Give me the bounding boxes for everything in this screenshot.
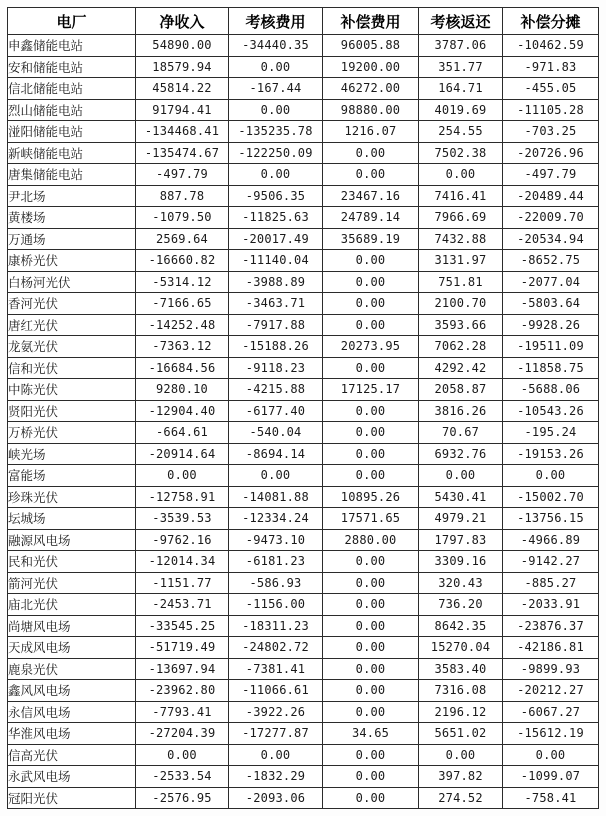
value-cell: 0.00 (229, 744, 323, 766)
value-cell: -497.79 (503, 164, 599, 186)
value-cell: 98880.00 (323, 99, 419, 121)
value-cell: 2880.00 (323, 529, 419, 551)
plant-name-cell: 湴阳储能电站 (8, 121, 136, 143)
value-cell: 751.81 (419, 271, 503, 293)
plant-name-cell: 唐红光伏 (8, 314, 136, 336)
value-cell: 1797.83 (419, 529, 503, 551)
value-cell: 0.00 (323, 293, 419, 315)
plant-name-cell: 信和光伏 (8, 357, 136, 379)
value-cell: 0.00 (323, 250, 419, 272)
table-row (8, 723, 599, 745)
value-cell: -1099.07 (503, 766, 599, 788)
value-cell: -122250.09 (229, 142, 323, 164)
table-row (8, 207, 599, 229)
value-cell: -20489.44 (503, 185, 599, 207)
plant-name-cell: 信北储能电站 (8, 78, 136, 100)
value-cell: -5688.06 (503, 379, 599, 401)
value-cell: 7966.69 (419, 207, 503, 229)
value-cell: -9899.93 (503, 658, 599, 680)
value-cell: -7793.41 (136, 701, 229, 723)
column-header-compensation-share: 补偿分摊 (503, 8, 599, 35)
table-row (8, 508, 599, 530)
value-cell: 0.00 (323, 164, 419, 186)
table-row (8, 99, 599, 121)
value-cell: 0.00 (323, 658, 419, 680)
value-cell: -455.05 (503, 78, 599, 100)
value-cell: 0.00 (323, 615, 419, 637)
value-cell: -3988.89 (229, 271, 323, 293)
value-cell: 351.77 (419, 56, 503, 78)
value-cell: 2058.87 (419, 379, 503, 401)
value-cell: -497.79 (136, 164, 229, 186)
value-cell: -23876.37 (503, 615, 599, 637)
value-cell: 1216.07 (323, 121, 419, 143)
value-cell: 3593.66 (419, 314, 503, 336)
value-cell: 4979.21 (419, 508, 503, 530)
value-cell: -9473.10 (229, 529, 323, 551)
value-cell: -7166.65 (136, 293, 229, 315)
value-cell: -19153.26 (503, 443, 599, 465)
value-cell: -27204.39 (136, 723, 229, 745)
value-cell: 0.00 (323, 572, 419, 594)
value-cell: -11858.75 (503, 357, 599, 379)
table-row (8, 594, 599, 616)
table-row (8, 293, 599, 315)
value-cell: 15270.04 (419, 637, 503, 659)
plant-name-cell: 新峡储能电站 (8, 142, 136, 164)
table-row (8, 185, 599, 207)
table-row (8, 400, 599, 422)
value-cell: -20212.27 (503, 680, 599, 702)
value-cell: 0.00 (419, 465, 503, 487)
value-cell: 0.00 (229, 56, 323, 78)
value-cell: -9762.16 (136, 529, 229, 551)
value-cell: 2100.70 (419, 293, 503, 315)
value-cell: 0.00 (323, 787, 419, 809)
value-cell: -18311.23 (229, 615, 323, 637)
value-cell: 10895.26 (323, 486, 419, 508)
value-cell: -16684.56 (136, 357, 229, 379)
value-cell: -14252.48 (136, 314, 229, 336)
value-cell: 3131.97 (419, 250, 503, 272)
table-row (8, 142, 599, 164)
value-cell: 8642.35 (419, 615, 503, 637)
value-cell: -8694.14 (229, 443, 323, 465)
table-row (8, 379, 599, 401)
value-cell: -3463.71 (229, 293, 323, 315)
value-cell: 0.00 (323, 422, 419, 444)
value-cell: 0.00 (323, 701, 419, 723)
value-cell: 164.71 (419, 78, 503, 100)
value-cell: -12758.91 (136, 486, 229, 508)
value-cell: -11105.28 (503, 99, 599, 121)
value-cell: -7363.12 (136, 336, 229, 358)
value-cell: -12334.24 (229, 508, 323, 530)
value-cell: -1832.29 (229, 766, 323, 788)
value-cell: 17125.17 (323, 379, 419, 401)
value-cell: 2196.12 (419, 701, 503, 723)
plant-name-cell: 珍珠光伏 (8, 486, 136, 508)
plant-name-cell: 融源风电场 (8, 529, 136, 551)
table-row (8, 422, 599, 444)
plant-name-cell: 永武风电场 (8, 766, 136, 788)
value-cell: -11066.61 (229, 680, 323, 702)
value-cell: -703.25 (503, 121, 599, 143)
value-cell: -2077.04 (503, 271, 599, 293)
plant-name-cell: 龙氨光伏 (8, 336, 136, 358)
plant-name-cell: 香河光伏 (8, 293, 136, 315)
plant-name-cell: 天成风电场 (8, 637, 136, 659)
value-cell: -17277.87 (229, 723, 323, 745)
value-cell: -7381.41 (229, 658, 323, 680)
value-cell: 0.00 (323, 142, 419, 164)
plant-name-cell: 坛城场 (8, 508, 136, 530)
header-row (8, 8, 599, 35)
value-cell: 0.00 (323, 443, 419, 465)
plant-name-cell: 万桥光伏 (8, 422, 136, 444)
value-cell: 0.00 (503, 744, 599, 766)
value-cell: 7316.08 (419, 680, 503, 702)
value-cell: -134468.41 (136, 121, 229, 143)
value-cell: -1079.50 (136, 207, 229, 229)
plant-name-cell: 鹿泉光伏 (8, 658, 136, 680)
value-cell: -135474.67 (136, 142, 229, 164)
value-cell: 17571.65 (323, 508, 419, 530)
value-cell: 887.78 (136, 185, 229, 207)
value-cell: 3787.06 (419, 35, 503, 57)
column-header-plant: 电厂 (8, 8, 136, 35)
value-cell: 35689.19 (323, 228, 419, 250)
value-cell: 54890.00 (136, 35, 229, 57)
plant-name-cell: 万通场 (8, 228, 136, 250)
value-cell: 0.00 (419, 744, 503, 766)
value-cell: 254.55 (419, 121, 503, 143)
plant-name-cell: 华淮风电场 (8, 723, 136, 745)
value-cell: 23467.16 (323, 185, 419, 207)
value-cell: -5314.12 (136, 271, 229, 293)
value-cell: -664.61 (136, 422, 229, 444)
value-cell: 0.00 (323, 271, 419, 293)
value-cell: 0.00 (136, 465, 229, 487)
value-cell: 2569.64 (136, 228, 229, 250)
value-cell: -22009.70 (503, 207, 599, 229)
table-row (8, 314, 599, 336)
value-cell: 0.00 (419, 164, 503, 186)
table-row (8, 336, 599, 358)
value-cell: -2033.91 (503, 594, 599, 616)
table-row (8, 250, 599, 272)
value-cell: -3539.53 (136, 508, 229, 530)
value-cell: -42186.81 (503, 637, 599, 659)
plant-name-cell: 冠阳光伏 (8, 787, 136, 809)
value-cell: 18579.94 (136, 56, 229, 78)
plant-name-cell: 申鑫储能电站 (8, 35, 136, 57)
value-cell: 397.82 (419, 766, 503, 788)
plant-name-cell: 峡光场 (8, 443, 136, 465)
plant-name-cell: 永信风电场 (8, 701, 136, 723)
table-row (8, 787, 599, 809)
table-row (8, 615, 599, 637)
plant-name-cell: 黄楼场 (8, 207, 136, 229)
value-cell: -12014.34 (136, 551, 229, 573)
value-cell: 274.52 (419, 787, 503, 809)
value-cell: -8652.75 (503, 250, 599, 272)
column-header-assessment-refund: 考核返还 (419, 8, 503, 35)
value-cell: -7917.88 (229, 314, 323, 336)
value-cell: -971.83 (503, 56, 599, 78)
table-row (8, 658, 599, 680)
value-cell: 0.00 (323, 551, 419, 573)
value-cell: -33545.25 (136, 615, 229, 637)
value-cell: -885.27 (503, 572, 599, 594)
value-cell: -195.24 (503, 422, 599, 444)
value-cell: 0.00 (323, 680, 419, 702)
value-cell: 0.00 (323, 400, 419, 422)
table-row (8, 271, 599, 293)
plant-name-cell: 安和储能电站 (8, 56, 136, 78)
plant-name-cell: 箭河光伏 (8, 572, 136, 594)
plant-name-cell: 唐集储能电站 (8, 164, 136, 186)
value-cell: -23962.80 (136, 680, 229, 702)
table-row (8, 529, 599, 551)
value-cell: -9506.35 (229, 185, 323, 207)
value-cell: -586.93 (229, 572, 323, 594)
value-cell: -4966.89 (503, 529, 599, 551)
table-row (8, 701, 599, 723)
value-cell: -135235.78 (229, 121, 323, 143)
table-row (8, 744, 599, 766)
value-cell: -12904.40 (136, 400, 229, 422)
column-header-compensation-fee: 补偿费用 (323, 8, 419, 35)
value-cell: 0.00 (323, 357, 419, 379)
plant-name-cell: 中陈光伏 (8, 379, 136, 401)
plant-name-cell: 民和光伏 (8, 551, 136, 573)
plant-name-cell: 尚塘风电场 (8, 615, 136, 637)
value-cell: 91794.41 (136, 99, 229, 121)
table-row (8, 680, 599, 702)
value-cell: -758.41 (503, 787, 599, 809)
value-cell: 70.67 (419, 422, 503, 444)
value-cell: -10543.26 (503, 400, 599, 422)
table-row (8, 164, 599, 186)
value-cell: 0.00 (229, 164, 323, 186)
value-cell: -13697.94 (136, 658, 229, 680)
plant-name-cell: 庙北光伏 (8, 594, 136, 616)
value-cell: 5430.41 (419, 486, 503, 508)
value-cell: 0.00 (229, 99, 323, 121)
value-cell: -1151.77 (136, 572, 229, 594)
value-cell: -15612.19 (503, 723, 599, 745)
value-cell: -13756.15 (503, 508, 599, 530)
plant-name-cell: 富能场 (8, 465, 136, 487)
table-row (8, 766, 599, 788)
value-cell: -15002.70 (503, 486, 599, 508)
table-row (8, 551, 599, 573)
value-cell: -6181.23 (229, 551, 323, 573)
plant-name-cell: 康桥光伏 (8, 250, 136, 272)
value-cell: 0.00 (136, 744, 229, 766)
table-row (8, 486, 599, 508)
value-cell: -34440.35 (229, 35, 323, 57)
value-cell: -3922.26 (229, 701, 323, 723)
value-cell: -2453.71 (136, 594, 229, 616)
value-cell: 46272.00 (323, 78, 419, 100)
value-cell: -4215.88 (229, 379, 323, 401)
value-cell: -6177.40 (229, 400, 323, 422)
plant-name-cell: 白杨河光伏 (8, 271, 136, 293)
value-cell: 3816.26 (419, 400, 503, 422)
value-cell: 3583.40 (419, 658, 503, 680)
value-cell: 7416.41 (419, 185, 503, 207)
value-cell: -540.04 (229, 422, 323, 444)
value-cell: 19200.00 (323, 56, 419, 78)
plant-name-cell: 信高光伏 (8, 744, 136, 766)
value-cell: -10462.59 (503, 35, 599, 57)
table-row (8, 56, 599, 78)
value-cell: -2093.06 (229, 787, 323, 809)
value-cell: -167.44 (229, 78, 323, 100)
value-cell: -9928.26 (503, 314, 599, 336)
value-cell: -9142.27 (503, 551, 599, 573)
plant-name-cell: 烈山储能电站 (8, 99, 136, 121)
value-cell: -20534.94 (503, 228, 599, 250)
value-cell: 736.20 (419, 594, 503, 616)
value-cell: 4292.42 (419, 357, 503, 379)
value-cell: 6932.76 (419, 443, 503, 465)
value-cell: 320.43 (419, 572, 503, 594)
value-cell: -20017.49 (229, 228, 323, 250)
table-row (8, 572, 599, 594)
value-cell: -51719.49 (136, 637, 229, 659)
value-cell: 0.00 (229, 465, 323, 487)
value-cell: 0.00 (323, 766, 419, 788)
value-cell: -6067.27 (503, 701, 599, 723)
table-row (8, 357, 599, 379)
value-cell: 7502.38 (419, 142, 503, 164)
value-cell: -1156.00 (229, 594, 323, 616)
value-cell: 0.00 (323, 637, 419, 659)
value-cell: -20914.64 (136, 443, 229, 465)
value-cell: 7062.28 (419, 336, 503, 358)
value-cell: 4019.69 (419, 99, 503, 121)
value-cell: 0.00 (323, 465, 419, 487)
value-cell: -20726.96 (503, 142, 599, 164)
value-cell: -24802.72 (229, 637, 323, 659)
value-cell: -14081.88 (229, 486, 323, 508)
value-cell: 7432.88 (419, 228, 503, 250)
value-cell: -9118.23 (229, 357, 323, 379)
table-row (8, 465, 599, 487)
plant-name-cell: 贤阳光伏 (8, 400, 136, 422)
value-cell: 20273.95 (323, 336, 419, 358)
column-header-net-income: 净收入 (136, 8, 229, 35)
value-cell: 24789.14 (323, 207, 419, 229)
table-row (8, 35, 599, 57)
value-cell: -16660.82 (136, 250, 229, 272)
value-cell: -2533.54 (136, 766, 229, 788)
value-cell: 0.00 (323, 594, 419, 616)
value-cell: 0.00 (503, 465, 599, 487)
value-cell: 3309.16 (419, 551, 503, 573)
plant-name-cell: 尹北场 (8, 185, 136, 207)
table-row (8, 78, 599, 100)
value-cell: 5651.02 (419, 723, 503, 745)
table-row (8, 443, 599, 465)
table-row (8, 121, 599, 143)
value-cell: -11140.04 (229, 250, 323, 272)
value-cell: 0.00 (323, 314, 419, 336)
value-cell: -19511.09 (503, 336, 599, 358)
value-cell: 45814.22 (136, 78, 229, 100)
value-cell: 0.00 (323, 744, 419, 766)
power-plant-settlement-table (7, 7, 599, 809)
table-row (8, 637, 599, 659)
value-cell: -2576.95 (136, 787, 229, 809)
table-row (8, 228, 599, 250)
value-cell: 34.65 (323, 723, 419, 745)
value-cell: 96005.88 (323, 35, 419, 57)
value-cell: -11825.63 (229, 207, 323, 229)
value-cell: -5803.64 (503, 293, 599, 315)
value-cell: 9280.10 (136, 379, 229, 401)
column-header-assessment-fee: 考核费用 (229, 8, 323, 35)
value-cell: -15188.26 (229, 336, 323, 358)
plant-name-cell: 鑫风风电场 (8, 680, 136, 702)
